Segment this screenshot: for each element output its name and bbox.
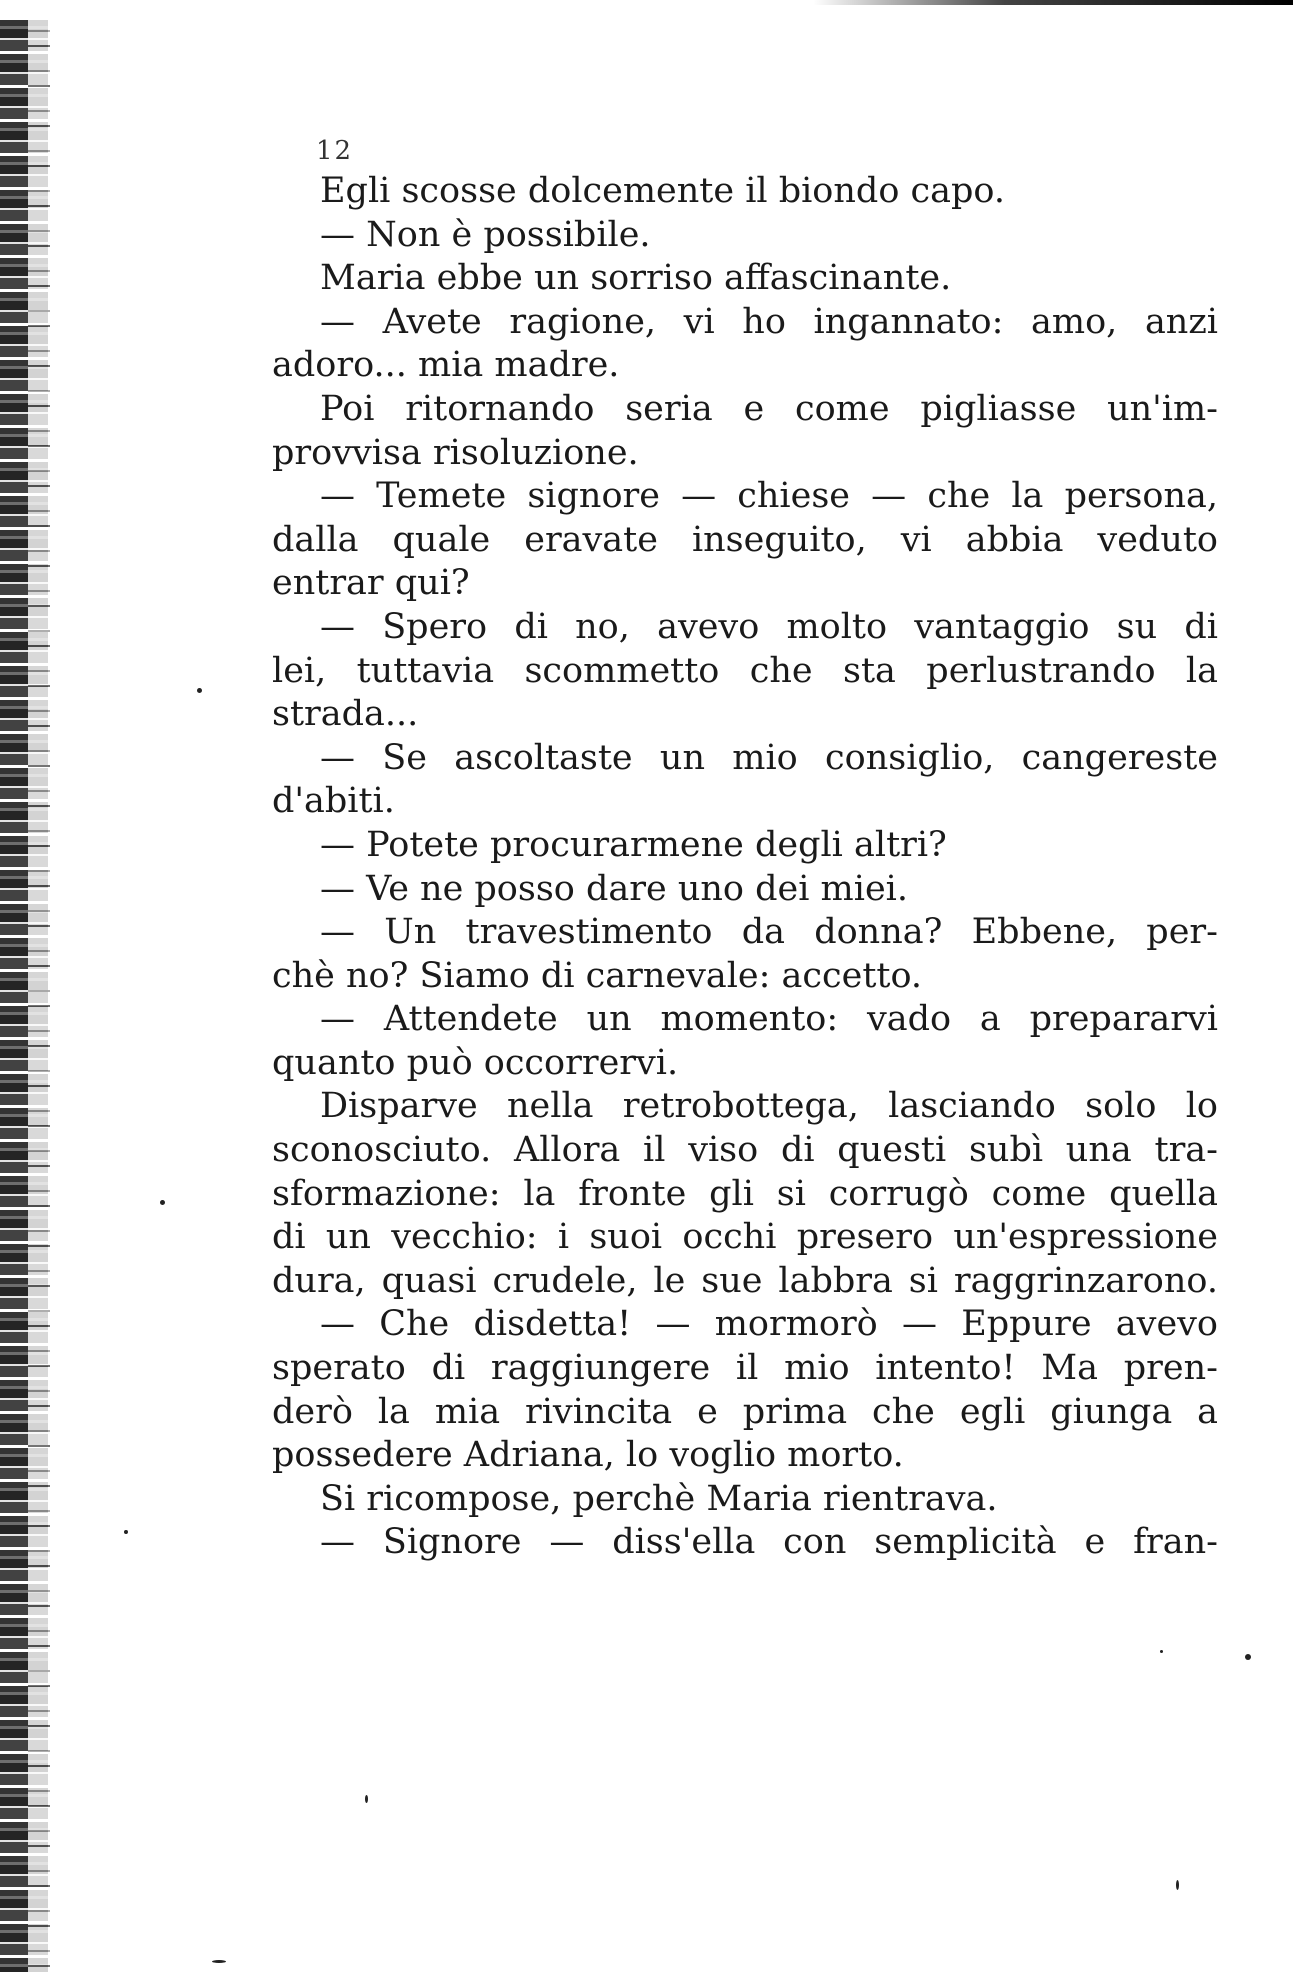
- text-line: dura, quasi crudele, le sue labbra si raggrinzarono.: [272, 1260, 1218, 1301]
- text-line: sconosciuto. Allora il viso di questi subì una tra-: [272, 1130, 1218, 1171]
- scan-speck: [1160, 1650, 1163, 1653]
- text-line: — Spero di no, avevo molto vantaggio su di: [320, 606, 1218, 647]
- text-line: — Signore — diss'ella con semplicità e fran-: [320, 1522, 1218, 1563]
- text-line: Egli scosse dolcemente il biondo capo.: [320, 171, 1005, 211]
- text-line: — Se ascoltaste un mio consiglio, cangereste: [320, 737, 1218, 778]
- text-line: entrar qui?: [272, 563, 470, 604]
- text-line: lei, tuttavia scommetto che sta perlustrando la: [272, 650, 1218, 691]
- text-line: — Temete signore — chiese — che la persona,: [320, 476, 1218, 517]
- text-line: sformazione: la fronte gli si corrugò come quella: [272, 1173, 1218, 1214]
- text-line: — Potete procurarmene degli altri?: [320, 824, 947, 865]
- text-line: provvisa risoluzione.: [272, 432, 639, 473]
- text-line: — Non è possibile.: [320, 214, 651, 255]
- text-line: quanto può occorrervi.: [272, 1042, 679, 1083]
- text-line: — Avete ragione, vi ho ingannato: amo, anzi: [320, 301, 1218, 342]
- text-line: Poi ritornando seria e come pigliasse un'im-: [320, 388, 1218, 429]
- text-line: possedere Adriana, lo voglio morto.: [272, 1435, 904, 1476]
- text-line: Si ricompose, perchè Maria rientrava.: [320, 1478, 998, 1519]
- text-line: — Ve ne posso dare uno dei miei.: [320, 868, 908, 909]
- scan-speck: [1176, 1880, 1179, 1890]
- scan-speck: [212, 1960, 226, 1963]
- text-line: — Attendete un momento: vado a prepararvi: [320, 999, 1218, 1040]
- text-line: chè no? Siamo di carnevale: accetto.: [272, 955, 923, 996]
- text-line: Disparve nella retrobottega, lasciando solo lo: [320, 1086, 1218, 1127]
- text-line: d'abiti.: [272, 781, 395, 822]
- scan-speck: [124, 1530, 128, 1534]
- body-text: [272, 170, 1218, 1565]
- binding-edge: [0, 20, 48, 1972]
- scan-speck: [1245, 1654, 1251, 1660]
- page-number: 12: [316, 136, 354, 166]
- text-line: strada...: [272, 694, 419, 735]
- scan-speck: [197, 688, 202, 693]
- text-line: derò la mia rivincita e prima che egli giunga a: [272, 1391, 1218, 1432]
- text-line: sperato di raggiungere il mio intento! Ma pren-: [272, 1348, 1218, 1389]
- text-line: — Un travestimento da donna? Ebbene, per-: [320, 912, 1218, 953]
- scan-speck: [365, 1795, 368, 1803]
- text-line: Maria ebbe un sorriso affascinante.: [320, 258, 952, 299]
- text-line: — Che disdetta! — mormorò — Eppure avevo: [320, 1304, 1218, 1345]
- top-edge-rule: [813, 0, 1293, 5]
- text-line: adoro... mia madre.: [272, 345, 620, 386]
- text-line: dalla quale eravate inseguito, vi abbia veduto: [272, 519, 1218, 560]
- text-line: di un vecchio: i suoi occhi presero un'espressione: [272, 1217, 1218, 1258]
- scan-speck: [160, 1200, 165, 1205]
